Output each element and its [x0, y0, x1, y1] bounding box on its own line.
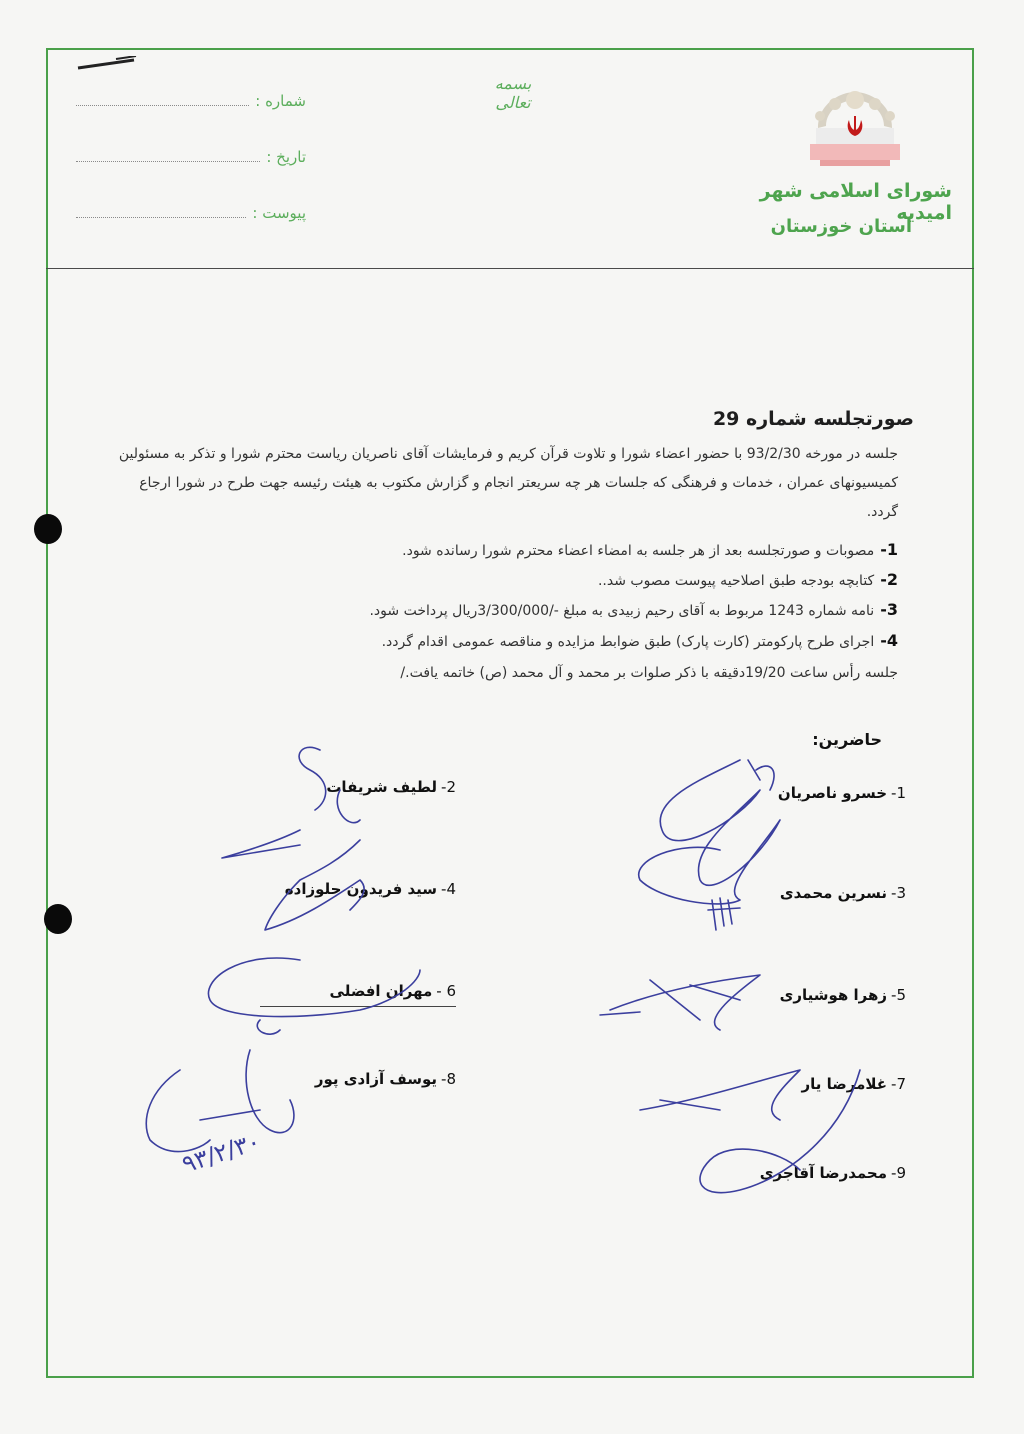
attendee	[260, 778, 456, 802]
basmala: بسمه تعالی	[494, 74, 532, 112]
attendee-index: 8-	[441, 1070, 456, 1088]
attendee-index: 2-	[441, 778, 456, 796]
attendee-index: 1-	[891, 784, 906, 802]
attendee-name: زهرا هوشیاری	[779, 986, 888, 1004]
minutes-title: صورتجلسه شماره 29	[712, 408, 914, 430]
attendee-index: 4-	[441, 880, 456, 898]
attachment-blank	[76, 207, 246, 218]
minutes-closing: جلسه رأس ساعت 19/20دقیقه با ذکر صلوات بر محمد و آل محمد (ص) خاتمه یافت./	[400, 665, 898, 681]
attendee-name: خسرو ناصریان	[777, 784, 888, 802]
attendees-heading: حاضرین:	[812, 730, 882, 749]
date-field	[76, 148, 306, 172]
number-blank	[76, 95, 249, 106]
minutes-intro: جلسه در مورخه 93/2/30 با حضور اعضاء شورا و تلاوت قرآن کریم و فرمایشات آقای ناصریان ریاست محترم شورا و تذکر به مسئولین کمیسیونهای عمران ، خدمات و فرهنگی که جلسات هر چه سریعتر انجام و گزارش مکتوب به هیئت رئیسه جهت طرح در شورا ارجاع گردد.	[118, 446, 898, 520]
attendee	[700, 884, 906, 908]
attendee-index: 5-	[891, 986, 906, 1004]
resolution-item	[250, 629, 898, 654]
item-number: 1-	[880, 540, 898, 559]
attendee	[700, 1075, 906, 1099]
attendee-name: سید فریدون جلوزاده	[284, 880, 438, 898]
attendee	[260, 982, 456, 1007]
item-number: 4-	[880, 631, 898, 650]
item-number: 2-	[880, 570, 898, 589]
item-text: نامه شماره 1243 مربوط به آقای رحیم زبیدی به مبلغ -/3/300/000ریال پرداخت شود.	[369, 603, 875, 619]
attachment-field	[76, 204, 306, 228]
resolution-item	[250, 568, 898, 593]
resolution-item	[250, 598, 898, 623]
attendee-index: 9-	[891, 1164, 906, 1182]
number-label: شماره :	[255, 92, 306, 110]
attendee-name: محمدرضا آقاجری	[759, 1164, 888, 1182]
attendee-name: نسرین محمدی	[779, 884, 888, 902]
number-field	[76, 92, 306, 116]
item-text: اجرای طرح پارکومتر (کارت پارک) طبق ضوابط مزایده و مناقصه عمومی اقدام گردد.	[381, 634, 875, 650]
attendee-index: 6 -	[436, 982, 456, 1000]
attendee	[700, 986, 906, 1010]
item-number: 3-	[880, 600, 898, 619]
attendee-index: 3-	[891, 884, 906, 902]
province-name: استان خوزستان	[770, 216, 912, 237]
resolution-item	[250, 538, 898, 563]
attendee-name: غلامرضا یار	[801, 1075, 888, 1093]
iran-emblem-logo	[800, 86, 910, 172]
attendee	[240, 880, 456, 904]
attendee-name: مهران افضلی	[329, 982, 433, 1000]
punch-hole	[44, 904, 72, 934]
attendee	[260, 1070, 456, 1094]
ink-smudge	[76, 56, 138, 74]
handwritten-date: ۹۳/۲/۳۰	[178, 1127, 264, 1179]
header-divider	[46, 268, 974, 269]
date-label: تاریخ :	[266, 148, 306, 166]
date-blank	[76, 151, 260, 162]
item-text: مصوبات و صورتجلسه بعد از هر جلسه به امضاء اعضاء محترم شورا رسانده شود.	[402, 543, 875, 559]
attendee	[700, 784, 906, 808]
council-name: شورای اسلامی شهر امیدیه	[759, 180, 952, 224]
attendee	[700, 1164, 906, 1188]
item-text: کتابچه بودجه طبق اصلاحیه پیوست مصوب شد..	[597, 573, 875, 589]
attachment-label: پیوست :	[252, 204, 306, 222]
punch-hole	[34, 514, 62, 544]
attendee-name: لطیف شریفات	[326, 778, 438, 796]
attendee-name: یوسف آزادی پور	[314, 1070, 438, 1088]
attendee-index: 7-	[891, 1075, 906, 1093]
